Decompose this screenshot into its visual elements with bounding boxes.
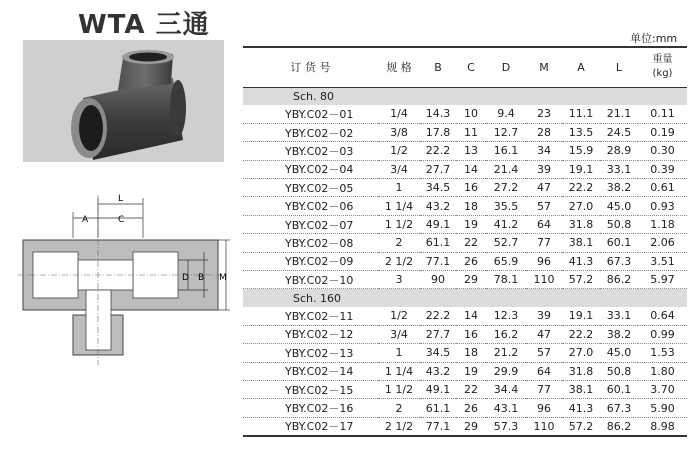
table-cell: 0.30 [638, 142, 687, 160]
table-cell: YBY.C02－04 [243, 160, 378, 178]
section-label: Sch. 160 [243, 289, 687, 307]
dim-label-D: D [182, 273, 189, 283]
column-header: 规 格 [378, 47, 420, 87]
table-cell: YBY.C02－05 [243, 179, 378, 197]
table-cell: 43.2 [420, 362, 456, 380]
table-cell: 13.5 [562, 123, 600, 141]
table-cell: YBY.C02－02 [243, 123, 378, 141]
table-cell: 26 [456, 399, 486, 417]
table-cell: 0.64 [638, 307, 687, 325]
section-header-row [243, 87, 687, 105]
table-cell: 1.53 [638, 344, 687, 362]
table-cell: 23 [526, 105, 562, 123]
table-cell: 1 1/2 [378, 215, 420, 233]
table-cell: 3.70 [638, 380, 687, 398]
column-header: M [526, 47, 562, 87]
table-cell: 47 [526, 325, 562, 343]
table-cell: 24.5 [600, 123, 638, 141]
table-cell: 43.1 [486, 399, 526, 417]
product-photo [23, 40, 224, 162]
column-header: 订 货 号 [243, 47, 378, 87]
table-cell: 16.2 [486, 325, 526, 343]
table-cell: 110 [526, 271, 562, 289]
table-cell: 31.8 [562, 362, 600, 380]
table-row [243, 142, 687, 160]
table-cell: YBY.C02－06 [243, 197, 378, 215]
table-cell: 12.3 [486, 307, 526, 325]
table-cell: 19 [456, 215, 486, 233]
table-row [243, 271, 687, 289]
table-cell: 27.0 [562, 344, 600, 362]
dim-label-L: L [118, 194, 124, 204]
table-cell: 1.80 [638, 362, 687, 380]
table-cell: 11 [456, 123, 486, 141]
table-cell: 13 [456, 142, 486, 160]
table-cell: YBY.C02－15 [243, 380, 378, 398]
table-cell: 38.2 [600, 325, 638, 343]
table-cell: 29 [456, 417, 486, 435]
unit-label: 单位:mm [630, 32, 678, 45]
table-cell: 60.1 [600, 380, 638, 398]
table-cell: YBY.C02－14 [243, 362, 378, 380]
table-cell: 60.1 [600, 234, 638, 252]
dim-label-A: A [82, 215, 89, 225]
table-cell: 22.2 [420, 307, 456, 325]
table-cell: 26 [456, 252, 486, 270]
table-row [243, 105, 687, 123]
table-cell: 2.06 [638, 234, 687, 252]
table-cell: 61.1 [420, 399, 456, 417]
table-cell: 67.3 [600, 252, 638, 270]
table-row [243, 307, 687, 325]
table-cell: 45.0 [600, 197, 638, 215]
table-cell: 28 [526, 123, 562, 141]
table-cell: 64 [526, 362, 562, 380]
table-cell: YBY.C02－03 [243, 142, 378, 160]
table-cell: YBY.C02－12 [243, 325, 378, 343]
table-cell: 39 [526, 307, 562, 325]
table-cell: 0.11 [638, 105, 687, 123]
table-cell: 0.99 [638, 325, 687, 343]
table-row [243, 325, 687, 343]
page-title: WTA 三通 [78, 10, 210, 40]
table-cell: 21.2 [486, 344, 526, 362]
table-cell: 57.3 [486, 417, 526, 435]
table-cell: 34.5 [420, 344, 456, 362]
table-cell: 34 [526, 142, 562, 160]
table-cell: 27.7 [420, 325, 456, 343]
table-cell: 41.2 [486, 215, 526, 233]
tee-fitting-photo [23, 40, 224, 162]
table-cell: 3 [378, 271, 420, 289]
table-cell: YBY.C02－11 [243, 307, 378, 325]
table-cell: 1 1/4 [378, 362, 420, 380]
dim-label-M: M [219, 273, 227, 283]
table-cell: 78.1 [486, 271, 526, 289]
table-cell: 3/4 [378, 160, 420, 178]
column-header: A [562, 47, 600, 87]
table-cell: 41.3 [562, 252, 600, 270]
table-cell: 22.2 [420, 142, 456, 160]
table-cell: 52.7 [486, 234, 526, 252]
table-cell: 1 [378, 179, 420, 197]
table-cell: 77 [526, 380, 562, 398]
table-cell: 2 1/2 [378, 252, 420, 270]
table-cell: 16 [456, 179, 486, 197]
table-cell: 27.7 [420, 160, 456, 178]
table-cell: 57.2 [562, 271, 600, 289]
spec-table [243, 46, 687, 437]
table-cell: 21.4 [486, 160, 526, 178]
table-row [243, 197, 687, 215]
table-cell: 1/4 [378, 105, 420, 123]
column-header: D [486, 47, 526, 87]
column-header-weight: 重量 (kg) [638, 47, 687, 87]
table-cell: 1 1/2 [378, 380, 420, 398]
table-cell: 0.61 [638, 179, 687, 197]
table-cell: YBY.C02－01 [243, 105, 378, 123]
table-cell: 96 [526, 399, 562, 417]
table-cell: 8.98 [638, 417, 687, 435]
table-cell: 67.3 [600, 399, 638, 417]
table-cell: 5.97 [638, 271, 687, 289]
table-cell: 39 [526, 160, 562, 178]
table-cell: 14.3 [420, 105, 456, 123]
table-cell: 3/4 [378, 325, 420, 343]
table-cell: 29.9 [486, 362, 526, 380]
table-cell: 38.1 [562, 234, 600, 252]
table-cell: 21.1 [600, 105, 638, 123]
table-cell: 1/2 [378, 307, 420, 325]
table-cell: 5.90 [638, 399, 687, 417]
table-cell: YBY.C02－08 [243, 234, 378, 252]
table-row [243, 252, 687, 270]
table-cell: 65.9 [486, 252, 526, 270]
column-header: C [456, 47, 486, 87]
table-cell: 38.2 [600, 179, 638, 197]
table-cell: 9.4 [486, 105, 526, 123]
table-cell: 12.7 [486, 123, 526, 141]
table-cell: 0.93 [638, 197, 687, 215]
table-cell: 0.19 [638, 123, 687, 141]
table-cell: 22.2 [562, 325, 600, 343]
table-cell: 35.5 [486, 197, 526, 215]
section-header-row [243, 289, 687, 307]
table-cell: 33.1 [600, 160, 638, 178]
table-cell: 33.1 [600, 307, 638, 325]
dimension-drawing [18, 190, 233, 370]
table-cell: 77 [526, 234, 562, 252]
table-row [243, 123, 687, 141]
table-cell: 49.1 [420, 215, 456, 233]
table-cell: 77.1 [420, 417, 456, 435]
table-cell: 22 [456, 234, 486, 252]
table-cell: 86.2 [600, 417, 638, 435]
table-cell: YBY.C02－13 [243, 344, 378, 362]
table-cell: 31.8 [562, 215, 600, 233]
table-cell: 77.1 [420, 252, 456, 270]
table-row [243, 179, 687, 197]
table-cell: 16.1 [486, 142, 526, 160]
table-cell: 11.1 [562, 105, 600, 123]
table-cell: 41.3 [562, 399, 600, 417]
column-header: L [600, 47, 638, 87]
table-cell: 19.1 [562, 160, 600, 178]
table-cell: 2 [378, 399, 420, 417]
table-cell: 10 [456, 105, 486, 123]
table-cell: 18 [456, 344, 486, 362]
table-cell: 49.1 [420, 380, 456, 398]
table-cell: 90 [420, 271, 456, 289]
table-cell: YBY.C02－17 [243, 417, 378, 435]
table-cell: 110 [526, 417, 562, 435]
table-cell: 2 1/2 [378, 417, 420, 435]
table-cell: 1 [378, 344, 420, 362]
table-cell: 28.9 [600, 142, 638, 160]
table-cell: 3/8 [378, 123, 420, 141]
table-cell: 27.2 [486, 179, 526, 197]
table-cell: YBY.C02－10 [243, 271, 378, 289]
table-cell: 50.8 [600, 362, 638, 380]
table-row [243, 399, 687, 417]
table-cell: 34.5 [420, 179, 456, 197]
table-cell: 96 [526, 252, 562, 270]
table-cell: 61.1 [420, 234, 456, 252]
table-row [243, 362, 687, 380]
dim-label-C: C [118, 215, 125, 225]
dim-label-B: B [198, 273, 205, 283]
table-cell: 43.2 [420, 197, 456, 215]
table-cell: 86.2 [600, 271, 638, 289]
table-cell: 1.18 [638, 215, 687, 233]
table-cell: 29 [456, 271, 486, 289]
table-cell: 2 [378, 234, 420, 252]
table-cell: 57 [526, 197, 562, 215]
table-cell: 50.8 [600, 215, 638, 233]
table-cell: 22.2 [562, 179, 600, 197]
table-cell: 14 [456, 160, 486, 178]
table-cell: YBY.C02－07 [243, 215, 378, 233]
table-cell: 45.0 [600, 344, 638, 362]
table-cell: 0.39 [638, 160, 687, 178]
table-row [243, 234, 687, 252]
table-header-row [243, 47, 687, 87]
table-cell: 1 1/4 [378, 197, 420, 215]
table-cell: 19.1 [562, 307, 600, 325]
table-cell: 15.9 [562, 142, 600, 160]
table-row [243, 344, 687, 362]
table-cell: 1/2 [378, 142, 420, 160]
table-cell: 19 [456, 362, 486, 380]
table-row [243, 215, 687, 233]
table-cell: 47 [526, 179, 562, 197]
table-cell: 57.2 [562, 417, 600, 435]
table-cell: 57 [526, 344, 562, 362]
table-cell: 18 [456, 197, 486, 215]
table-row [243, 417, 687, 435]
table-cell: 16 [456, 325, 486, 343]
table-cell: YBY.C02－16 [243, 399, 378, 417]
section-label: Sch. 80 [243, 87, 687, 105]
table-cell: YBY.C02－09 [243, 252, 378, 270]
table-cell: 17.8 [420, 123, 456, 141]
table-cell: 27.0 [562, 197, 600, 215]
table-cell: 14 [456, 307, 486, 325]
column-header: B [420, 47, 456, 87]
table-row [243, 160, 687, 178]
table-cell: 3.51 [638, 252, 687, 270]
table-cell: 34.4 [486, 380, 526, 398]
table-row [243, 380, 687, 398]
table-cell: 38.1 [562, 380, 600, 398]
table-body [243, 87, 687, 436]
table-cell: 64 [526, 215, 562, 233]
table-cell: 22 [456, 380, 486, 398]
